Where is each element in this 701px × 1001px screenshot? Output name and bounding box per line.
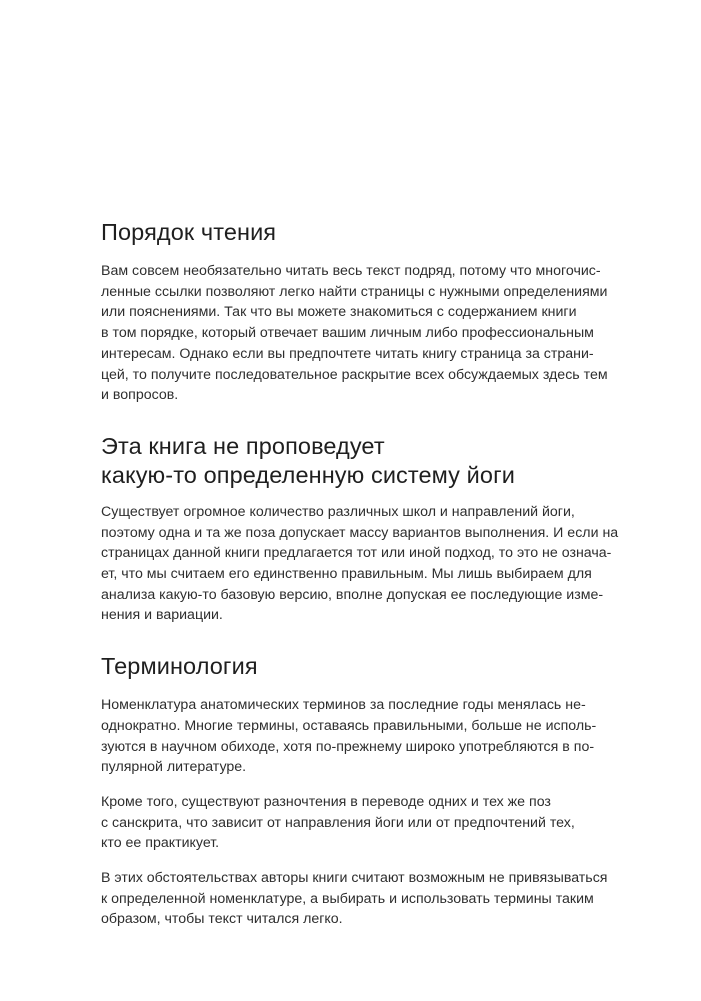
text-line: Существует огромное количество различных школ и направлений йоги,: [101, 503, 575, 520]
text-line: ленные ссылки позволяют легко найти страницы с нужными определениями: [101, 283, 608, 300]
text-line: нения и вариации.: [101, 607, 223, 624]
text-line: анализа какую-то базовую версию, вполне допуская ее последующие изме-: [101, 586, 604, 603]
text-line: В этих обстоятельствах авторы книги считают возможным не привязываться: [101, 870, 608, 887]
text-line: поэтому одна и та же поза допускает массу вариантов выполнения. И если на: [101, 524, 619, 541]
section-heading-terminology: [101, 652, 621, 681]
text-line: интересам. Однако если вы предпочтете читать книгу страница за страни-: [101, 345, 594, 362]
text-line: зуются в научном обиходе, хотя по-прежнему широко употребляются в по-: [101, 738, 595, 755]
text-line: образом, чтобы текст читался легко.: [101, 911, 343, 928]
text-line: и вопросов.: [101, 387, 179, 404]
section-heading-reading-order: [101, 218, 621, 247]
heading-line: какую-то определенную систему йоги: [101, 461, 515, 488]
text-line: однократно. Многие термины, оставаясь правильными, больше не исполь-: [101, 717, 597, 734]
text-line: ет, что мы считаем его единственно правильным. Мы лишь выбираем для: [101, 566, 592, 583]
text-line: с санскрита, что зависит от направления йоги или от предпочтений тех,: [101, 814, 575, 831]
page-content: [101, 218, 621, 930]
text-line: Номенклатура анатомических терминов за последние годы менялась не-: [101, 697, 586, 714]
section-paragraph: [101, 261, 621, 406]
section-heading-no-specific-system: [101, 432, 621, 490]
text-line: или пояснениями. Так что вы можете знакомиться с содержанием книги: [101, 304, 577, 321]
heading-line: Эта книга не проповедует: [101, 432, 385, 459]
text-line: пулярной литературе.: [101, 759, 247, 776]
text-line: Кроме того, существуют разночтения в переводе одних и тех же поз: [101, 793, 551, 810]
text-line: Вам совсем необязательно читать весь текст подряд, потому что многочис-: [101, 263, 601, 279]
text-line: в том порядке, который отвечает вашим личным либо профессиональным: [101, 325, 594, 342]
section-paragraph: [101, 792, 621, 854]
text-line: к определенной номенклатуре, а выбирать и использовать термины таким: [101, 890, 594, 907]
section-paragraph: [101, 868, 621, 930]
text-line: кто ее практикует.: [101, 835, 220, 852]
section-paragraph: [101, 502, 621, 626]
heading-line: Терминология: [101, 653, 258, 680]
text-line: страницах данной книги предлагается тот или иной подход, то это не означа-: [101, 545, 612, 562]
heading-line: Порядок чтения: [101, 219, 277, 245]
text-line: цей, то получите последовательное раскрытие всех обсуждаемых здесь тем: [101, 366, 608, 383]
section-paragraph: [101, 695, 621, 778]
